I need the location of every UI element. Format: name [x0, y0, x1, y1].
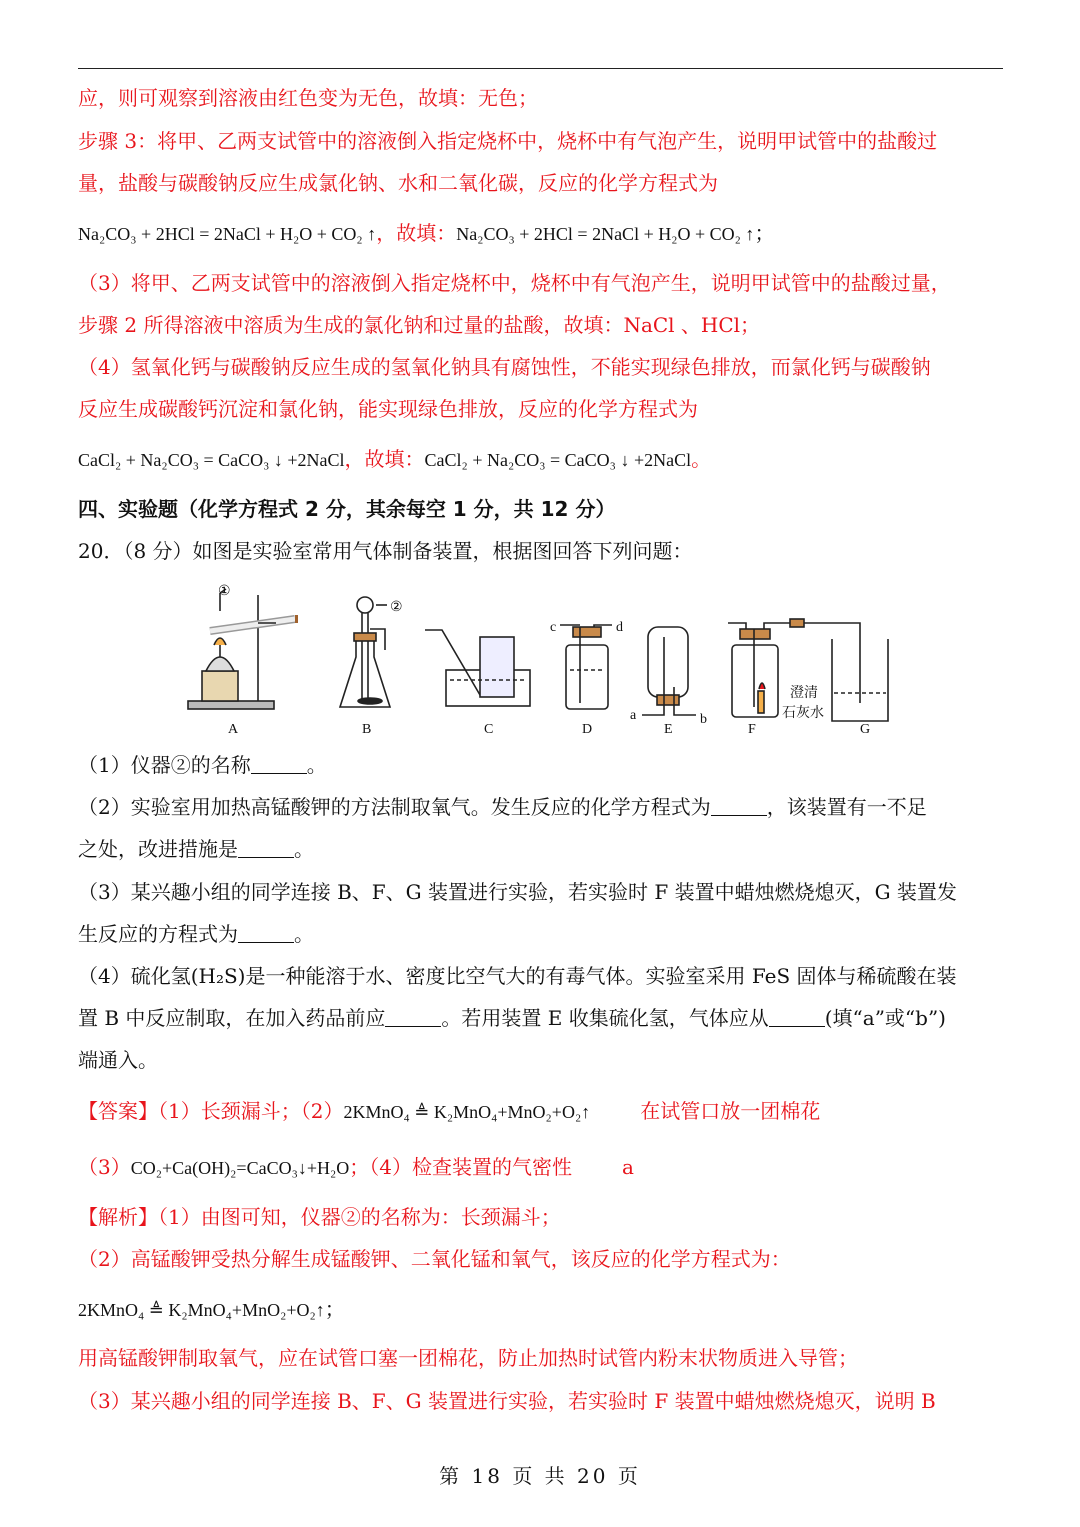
answer-blank[interactable]: [238, 837, 294, 858]
apparatus-figure: [180, 575, 900, 740]
explanation-line: （3）某兴趣小组的同学连接 B、F、G 装置进行实验，若实验时 F 装置中蜡烛燃烧熄灭，说明 B: [78, 1389, 936, 1413]
section-heading: 四、实验题（化学方程式 2 分，其余每空 1 分，共 12 分）: [78, 497, 616, 521]
answer-text: （1）长颈漏斗；（2）: [158, 1099, 344, 1123]
question-1: [78, 750, 1008, 780]
punct: ；: [754, 221, 775, 245]
equation: Na₂CO₃ + 2HCl = 2NaCl + H₂O + CO₂ ↑: [456, 224, 755, 244]
question-4b: [78, 1003, 1008, 1033]
mark-2: ②: [390, 600, 403, 615]
fill-label: ，故填：: [376, 221, 457, 245]
equation: 2KMnO₄ ≜ K₂MnO₄+MnO₂+O₂↑: [78, 1300, 325, 1320]
apparatus-b: [340, 597, 390, 707]
label-a: A: [228, 722, 239, 737]
answer-line-2: [78, 1152, 1008, 1183]
apparatus-a: [188, 589, 298, 709]
punct: 。: [294, 837, 314, 861]
text-line: 反应生成碳酸钙沉淀和氯化钠，能实现绿色排放，反应的化学方程式为: [78, 397, 698, 421]
explanation-line: （2）高锰酸钾受热分解生成锰酸钾、二氧化锰和氧气，该反应的化学方程式为：: [78, 1247, 791, 1271]
answer-line-1: [78, 1096, 1008, 1127]
apparatus-c: [425, 630, 530, 706]
answer-blank[interactable]: [251, 753, 307, 774]
answer-blank[interactable]: [238, 922, 294, 943]
explanation-line: [78, 1202, 1008, 1232]
question-text: (填“a”或“b”): [824, 1006, 946, 1030]
equation: CO₂+Ca(OH)₂=CaCO₃↓+H₂O: [130, 1158, 350, 1178]
fill-label: ，故填：: [344, 447, 425, 471]
label-g: G: [860, 722, 871, 737]
question-text: 之处，改进措施是: [78, 837, 238, 861]
question-2a: [78, 792, 1008, 822]
port-b: b: [700, 712, 707, 727]
apparatus-e: [642, 627, 696, 715]
header-rule: [78, 68, 1003, 69]
question-2b: [78, 834, 1008, 864]
equation-line: [78, 444, 1008, 475]
answer-blank[interactable]: [711, 795, 767, 816]
page-footer: 第 18 页 共 20 页: [439, 1464, 641, 1488]
equation: CaCl₂ + Na₂CO₃ = CaCO₃ ↓ +2NaCl: [78, 450, 345, 470]
limewater-label-1: 澄清: [790, 685, 818, 701]
text-line: （4）氢氧化钙与碳酸钠反应生成的氢氧化钠具有腐蚀性，不能实现绿色排放，而氯化钙与碳酸钠: [78, 355, 931, 379]
label-e: E: [664, 722, 673, 737]
label-d: D: [582, 722, 593, 737]
label-f: F: [748, 722, 756, 737]
question-text: 生反应的方程式为: [78, 922, 238, 946]
limewater-label-2: 石灰水: [782, 705, 824, 721]
question-3a: （3）某兴趣小组的同学连接 B、F、G 装置进行实验，若实验时 F 装置中蜡烛燃烧熄灭，G 装置发: [78, 880, 957, 904]
label-c: C: [484, 722, 494, 737]
question-4a: （4）硫化氢(H₂S)是一种能溶于水、密度比空气大的有毒气体。实验室采用 FeS 固体与稀硫酸在装: [78, 964, 957, 988]
question-text: ，该装置有一不足: [766, 795, 927, 819]
equation-line: [78, 218, 1008, 249]
question-text: （1）仪器②的名称: [78, 753, 251, 777]
explanation-line: 用高锰酸钾制取氧气，应在试管口塞一团棉花，防止加热时试管内粉末状物质进入导管；: [78, 1346, 858, 1370]
answer-blank[interactable]: [385, 1006, 441, 1027]
answer-text: a: [622, 1155, 634, 1179]
question-text: 置 B 中反应制取，在加入药品前应: [78, 1006, 386, 1030]
text-line: 步骤 2 所得溶液中溶质为生成的氯化钠和过量的盐酸，故填：NaCl 、HCl；: [78, 313, 761, 337]
equation: Na₂CO₃ + 2HCl = 2NaCl + H₂O + CO₂ ↑: [78, 224, 377, 244]
equation: 2KMnO₄ ≜ K₂MnO₄+MnO₂+O₂↑: [343, 1102, 591, 1122]
punct: 。: [294, 922, 314, 946]
question-4c: 端通入。: [78, 1048, 158, 1072]
answer-label: 【答案】: [78, 1099, 158, 1123]
punct: 。: [691, 447, 712, 471]
explanation-label: 【解析】: [78, 1205, 158, 1229]
punct: 。: [306, 753, 327, 777]
explanation-text: （1）由图可知，仪器②的名称为：长颈漏斗；: [158, 1205, 561, 1229]
apparatus-f: [728, 619, 860, 717]
answer-text: ；（4）检查装置的气密性: [349, 1155, 573, 1179]
answer-blank[interactable]: [769, 1006, 825, 1027]
question-text: 。若用装置 E 收集硫化氢，气体应从: [441, 1006, 769, 1030]
text-line: 应，则可观察到溶液由红色变为无色，故填：无色；: [78, 86, 538, 110]
text-line: 步骤 3：将甲、乙两支试管中的溶液倒入指定烧杯中，烧杯中有气泡产生，说明甲试管中的盐酸过: [78, 129, 938, 153]
answer-text: 在试管口放一团棉花: [640, 1099, 821, 1123]
port-c: c: [550, 620, 557, 635]
answer-text: （3）: [78, 1155, 131, 1179]
port-a: a: [630, 708, 637, 723]
equation-line: [78, 1294, 1008, 1325]
text-line: （3）将甲、乙两支试管中的溶液倒入指定烧杯中，烧杯中有气泡产生，说明甲试管中的盐酸过量，: [78, 271, 951, 295]
apparatus-d: [560, 625, 612, 709]
question-20: 20．（8 分）如图是实验室常用气体制备装置，根据图回答下列问题：: [78, 539, 693, 563]
equation: CaCl₂ + Na₂CO₃ = CaCO₃ ↓ +2NaCl: [424, 450, 692, 470]
text-line: 量，盐酸与碳酸钠反应生成氯化钠、水和二氧化碳，反应的化学方程式为: [78, 171, 718, 195]
label-b: B: [362, 722, 372, 737]
question-3b: [78, 919, 1008, 949]
question-text: （2）实验室用加热高锰酸钾的方法制取氧气。发生反应的化学方程式为: [78, 795, 711, 819]
mark-1: ①: [218, 584, 231, 599]
punct: ；: [324, 1297, 345, 1321]
port-d: d: [616, 620, 623, 635]
